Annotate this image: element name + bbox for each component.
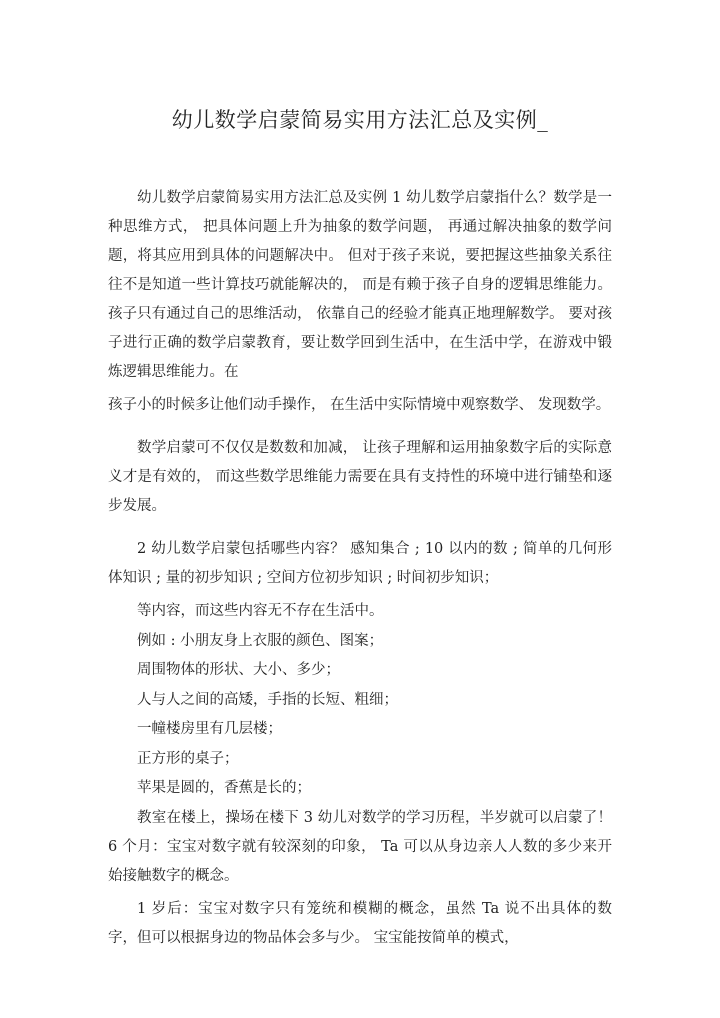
list-item: 例如 : 小朋友身上衣服的颜色、图案； — [137, 632, 384, 649]
document-title: 幼儿数学启蒙简易实用方法汇总及实例_ — [171, 108, 549, 132]
paragraph-math-meaning: 数学启蒙可不仅仅是数数和加减， 让孩子理解和运用抽象数字后的实际意义才是有效的， 而这些数学思维能力需要在具有支持性的环境中进行铺垫和逐步发展。 — [108, 440, 612, 514]
list-item: 等内容，而这些内容无不存在生活中。 — [137, 603, 384, 619]
paragraph-learning-stages: 教室在楼上，操场在楼下 3 幼儿对数学的学习历程，半岁就可以启蒙了！ 6 个月：宝宝对数字就有较深刻的印象， Ta 可以从身边亲人人数的多少来开始接触数字的概念。 — [108, 809, 612, 884]
paragraph-intro-continued: 孩子小的时候多让他们动手操作， 在生活中实际情境中观察数学、 发现数学。 — [108, 397, 611, 413]
list-item: 周围物体的形状、大小、多少； — [137, 662, 340, 678]
list-item: 正方形的桌子； — [137, 750, 239, 767]
paragraph-intro: 幼儿数学启蒙简易实用方法汇总及实例 1 幼儿数学启蒙指什么？数学是一种思维方式， 把具体问题上升为抽象的数学问题， 再通过解决抽象的数学问题，将其应用到具体的问题解决中。 但对于孩子来说，要把握这些抽象关系往往不是知道一些计算技巧就能解决的， 而是有赖于孩子自身的逻辑思维能力。 孩子只有通过自己的思维活动， 依靠自己的经验才能真正地理解数学。 要对孩子进行正确的数学启蒙教育，要让数学回到生活中，在生活中学，在游戏中锻炼逻辑思维能力。在 — [108, 190, 612, 380]
list-item: 一幢楼房里有几层楼； — [137, 721, 282, 737]
list-item: 人与人之间的高矮，手指的长短、粗细； — [137, 691, 398, 708]
list-item: 苹果是圆的，香蕉是长的； — [137, 780, 311, 796]
paragraph-one-year: 1 岁后：宝宝对数字只有笼统和模糊的概念，虽然 Ta 说不出具体的数字，但可以根据身边的物品体会多与少。 宝宝能按简单的模式， — [108, 900, 612, 946]
paragraph-contents: 2 幼儿数学启蒙包括哪些内容？ 感知集合 ; 10 以内的数 ; 简单的几何形体知识 ; 量的初步知识 ; 空间方位初步知识 ; 时间初步知识； — [108, 541, 612, 586]
